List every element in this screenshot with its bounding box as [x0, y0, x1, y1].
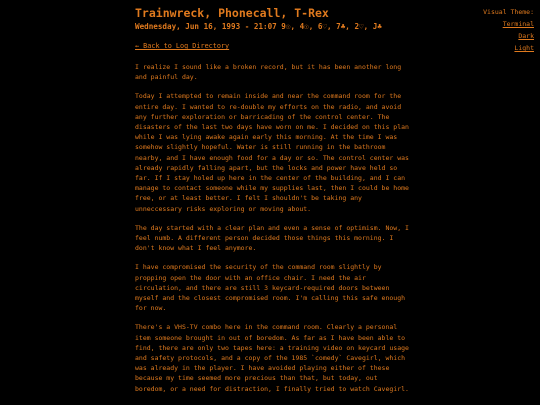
entry-paragraph: I realize I sound like a broken record, but it has been another long and painful day. — [135, 63, 402, 82]
entry-date-line: Wednesday, Jun 16, 1993 - 21:07 9☉, 4☉, 6♡, 7♣, 2♡, J♣ — [135, 22, 382, 31]
visual-theme-panel — [483, 6, 534, 54]
entry-title: Trainwreck, Phonecall, T-Rex — [135, 6, 329, 20]
entry-paragraph: I have compromised the security of the command room slightly by propping open the door with an office chair. I need the air circulation, and there are still 3 keycard-required doors between myself and the closest compromised room. I'm calling this safe enough for now. — [135, 263, 406, 313]
entry-paragraph: The day started with a clear plan and even a sense of optimism. Now, I feel numb. A different person decided those things this morning. I don't know what I feel anymore. — [135, 223, 409, 253]
entry-paragraph: Today I attempted to remain inside and near the command room for the entire day. I wanted to re-double my efforts on the radio, and avoid any further exploration or barricading of the control center. The disasters of the last two days have worn on me. I decided on this plan while I was lying awake again early this morning. At the time I was somehow slightly hopeful. Water is still running in the bathroom nearby, and I have enough food for a day or so. The control center was already rapidly falling apart, but the locks and power have held so far. If I stay holed up here in the center of the building, and I can manage to contact someone while my supplies last, then I could be home free, or at least better. I felt I shouldn't be taking any unneccessary risks exploring or moving about. — [135, 92, 409, 213]
entry-body — [135, 62, 410, 394]
theme-option-light[interactable]: Light — [514, 44, 534, 52]
log-entry — [135, 6, 410, 394]
visual-theme-label: Visual Theme: — [483, 8, 534, 16]
theme-option-dark[interactable]: Dark — [518, 32, 534, 40]
theme-option-terminal[interactable]: Terminal — [502, 20, 534, 28]
entry-paragraph: There's a VHS-TV combo here in the command room. Clearly a personal item someone brought in out of boredom. As far as I have been able to find, there are only two tapes here: a training video on keycard usage and safety protocols, and a copy of the 1985 `comedy` Cavegirl, which was already in the player. I have avoided playing either of these because my time seemed more precious than that, but today, out boredom, or a need for distraction, I finally tried to watch Cavegirl. — [135, 323, 409, 393]
back-to-log-directory-link[interactable]: ← Back to Log Directory — [135, 42, 230, 50]
